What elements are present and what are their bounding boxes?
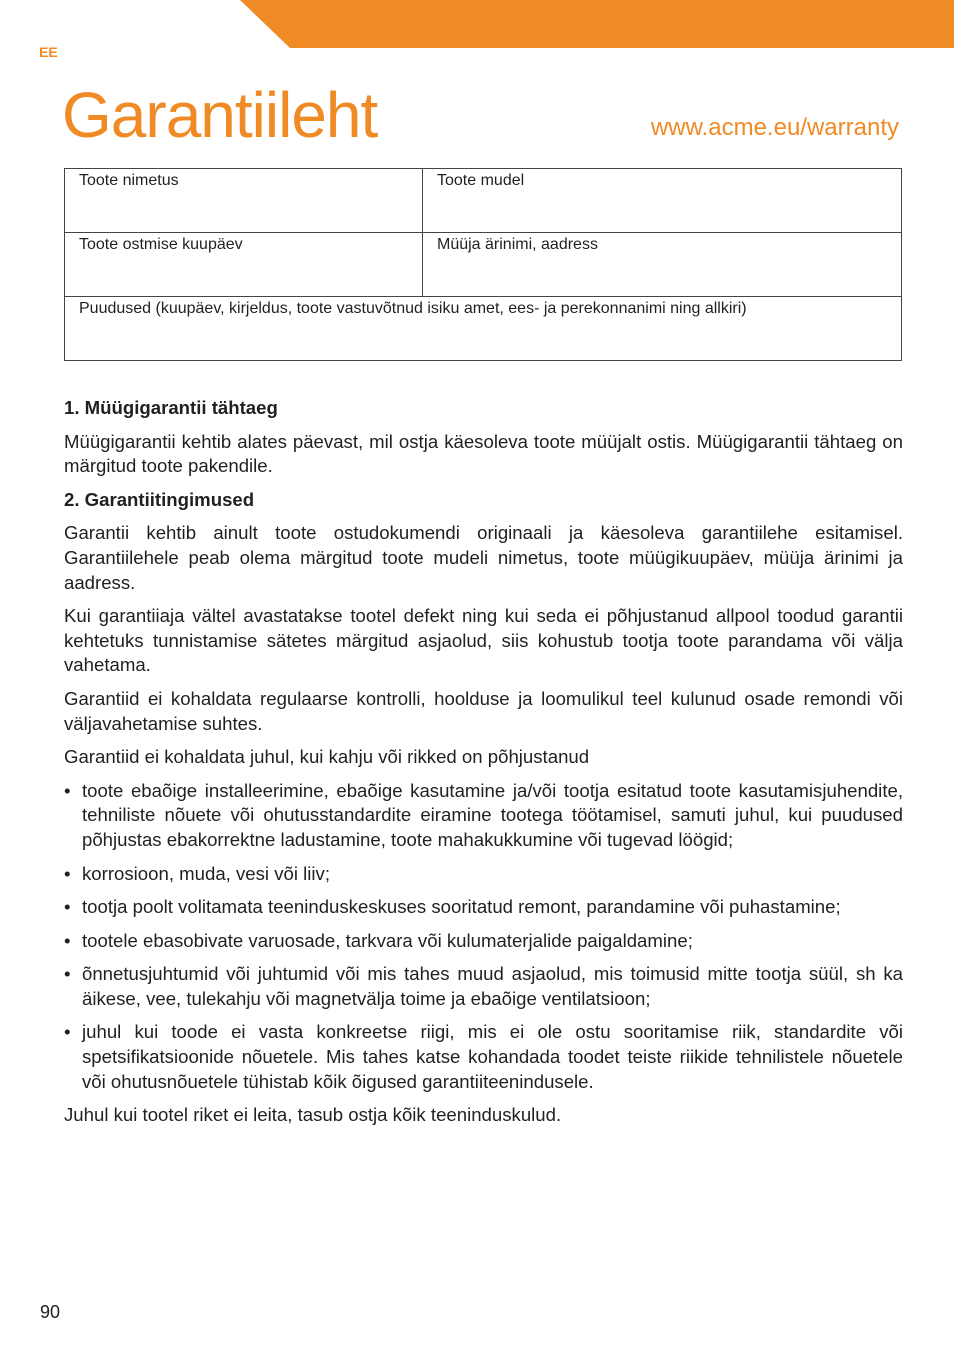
closing-paragraph: Juhul kui tootel riket ei leita, tasub ostja kõik teeninduskulud. <box>64 1104 562 1126</box>
page-title: Garantiileht <box>62 79 378 151</box>
warranty-form-table <box>64 168 902 361</box>
paragraph: Garantiid ei kohaldata regulaarse kontrolli, hoolduse ja loomulikul teel kulunud osade remondi või väljavahetamise suhtes. <box>64 687 903 734</box>
list-item: • korrosioon, muda, vesi või liiv; <box>64 862 903 887</box>
paragraph: Garantii kehtib ainult toote ostudokumendi originaali ja käesoleva garantiilehe esitamisel. Garantiilehele peab olema märgitud toote mudeli nimetus, toote müügikuupäev, müüja ärinimi ja aadress. <box>64 522 903 593</box>
paragraph: Garantiid ei kohaldata juhul, kui kahju või rikked on põhjustanud <box>64 746 590 768</box>
page-number: 90 <box>40 1302 61 1322</box>
purchase-date-field: Toote ostmise kuupäev <box>65 233 423 297</box>
paragraph: Müügigarantii kehtib alates päevast, mil ostja käesoleva toote müüjalt ostis. Müügigarantii tähtaeg on märgitud toote pakendile. <box>64 430 903 477</box>
seller-field: Müüja ärinimi, aadress <box>423 233 902 297</box>
list-item: • õnnetusjuhtumid või juhtumid või mis tahes muud asjaolud, mis toimusid mitte tootja süül, sh ka äikese, vee, tulekahju või magnetvälja toime ja ebaõige ventilatsioon; <box>64 962 903 1011</box>
warranty-url: www.acme.eu/warranty <box>650 114 899 141</box>
defects-field: Puudused (kuupäev, kirjeldus, toote vastuvõtnud isiku amet, ees- ja perekonnanimi ning allkiri) <box>65 297 902 361</box>
exclusions-list <box>64 779 903 1095</box>
product-name-field: Toote nimetus <box>65 169 423 233</box>
product-model-field: Toote mudel <box>423 169 902 233</box>
paragraph: Kui garantiiaja vältel avastatakse tootel defekt ning kui seda ei põhjustanud allpool toodud garantii kehtetuks tunnistamise sätetes märgitud asjaolud, siis kohustub tootja toote parandama või välja vahetama. <box>64 605 903 676</box>
list-item: • juhul kui toode ei vasta konkreetse riigi, mis ei ole ostu sooritamise riik, standardite või spetsifikatsioonide nõuetele. Mis tahes katse kohandada toodet teiste riikide tehnilistele nõuetele või ohutusnõuetele tühistab kõik õigused garantiiteenindusele. <box>64 1020 903 1094</box>
list-item: • tootja poolt volitamata teeninduskeskuses sooritatud remont, parandamine või puhastamine; <box>64 895 903 920</box>
language-code: EE <box>39 44 58 60</box>
list-item: • tootele ebasobivate varuosade, tarkvara või kulumaterjalide paigaldamine; <box>64 929 903 954</box>
section-heading: 2. Garantiitingimused <box>64 488 255 510</box>
list-item: • toote ebaõige installeerimine, ebaõige kasutamine ja/või tootja esitatud toote kasutamisjuhendite, tehniliste nõuete või ohutusstandardite eiramine tootega töötamisel, samuti juhul, kui puudused põhjustas ebakorrektne ladustamine, toote mahakukkumine või tugevad löögid; <box>64 779 903 853</box>
header-accent-bar <box>240 0 954 48</box>
section-heading: 1. Müügigarantii tähtaeg <box>64 397 278 418</box>
warranty-text <box>64 396 903 1137</box>
